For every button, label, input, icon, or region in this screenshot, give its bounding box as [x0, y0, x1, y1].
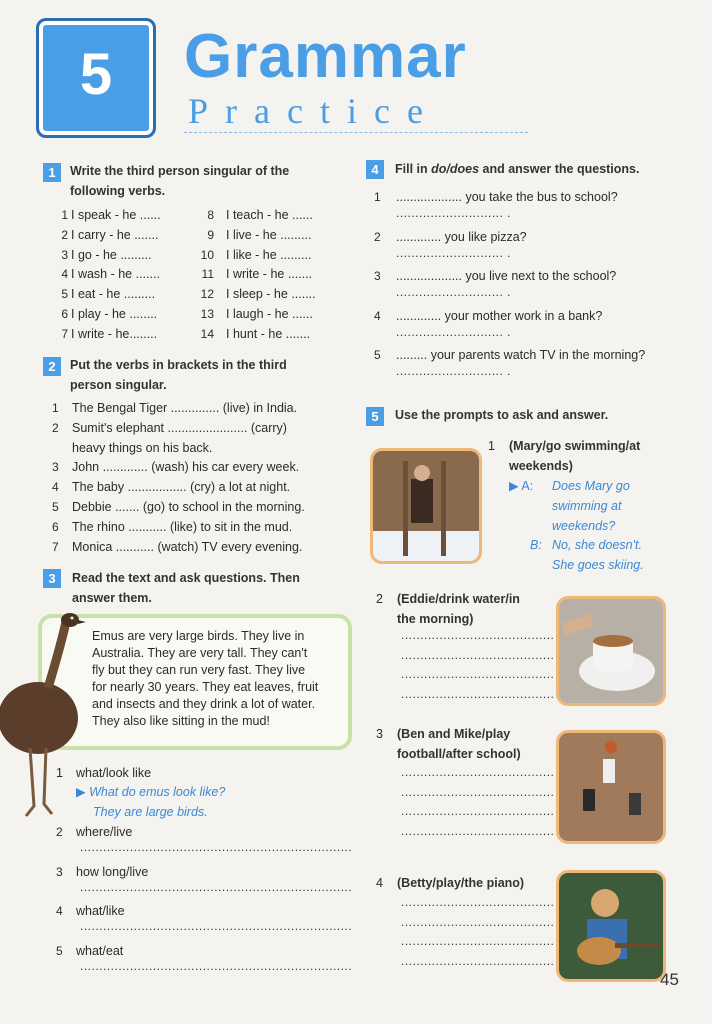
exercise-1-instruction: Write the third person singular of the following verbs. [70, 164, 290, 198]
ex1-item-number: 11 [201, 267, 214, 282]
ex1-item-number: 8 [207, 208, 214, 222]
exercise-1-number: 1 [43, 163, 61, 182]
unit-number: 5 [79, 42, 113, 107]
unit-number-badge [36, 18, 156, 138]
ex4-answer-line: ............................ . [396, 364, 512, 379]
ex1-item-number: 4 [61, 267, 68, 282]
exercise-3-instruction: Read the text and ask questions. Then answer them. [72, 571, 300, 605]
ex5-answer-line: ........................................ [401, 953, 555, 968]
ex1-item-text: I write - he ....... [226, 267, 313, 282]
ex5-item2-prompt: (Eddie/drink water/in the morning) [397, 592, 520, 626]
emu-text: Emus are very large birds. They live in Australia. They are very tall. They can't fly but they can run very fast. They live for nearly 30 years. They eat leaves, fruit and insects and they drink a lot of water. They also like sitting in the mud! [92, 629, 319, 728]
ex1-item-number: 6 [61, 307, 68, 321]
ex5-item3-number: 3 [376, 727, 383, 741]
ex4-item-number: 1 [374, 190, 381, 204]
ex3-item-number: 1 [56, 766, 63, 780]
ex2-item-number: 5 [52, 500, 59, 514]
title-divider [184, 132, 528, 133]
ex4-item-question: ................... you live next to the school? [396, 269, 617, 284]
ex1-item-text: I like - he ......... [226, 247, 312, 262]
ex5-answer-line: ........................................ [401, 765, 555, 779]
photo-football [556, 730, 666, 844]
ex5-answer-line: ........................................ [401, 628, 555, 642]
ex3-item-prompt: how long/live [76, 864, 149, 879]
ex5-item1-question-label: ▶ A: [509, 479, 534, 493]
ex5-answer-line: ........................................ [401, 804, 555, 819]
ex5-item1-prompt: (Mary/go swimming/at weekends) [509, 439, 641, 473]
ex1-item-text: I write - he........ [71, 326, 158, 341]
ex5-item3-prompt: (Ben and Mike/play football/after school) [397, 727, 521, 761]
ex1-item-text: I laugh - he ...... [226, 307, 313, 321]
ex2-item-text: John ............. (wash) his car every week. [72, 460, 300, 475]
ex4-answer-line: ............................ . [396, 324, 512, 339]
ex3-example-answer: They are large birds. [93, 805, 208, 819]
ex1-item-number: 1 [61, 208, 68, 222]
photo-guitar [556, 870, 666, 982]
ex2-item-number: 3 [52, 460, 59, 475]
ex5-answer-line: ........................................ [401, 895, 555, 909]
ex4-item-question: ......... your parents watch TV in the morning? [396, 348, 646, 363]
ex4-item-number: 3 [374, 269, 381, 284]
ex5-item1-question: Does Mary go swimming at weekends? [552, 479, 630, 533]
ex1-item-text: I teach - he ...... [226, 208, 313, 222]
ex2-item-text: Sumit's elephant ....................... (carry) [72, 420, 287, 435]
page-subtitle: Practice [188, 91, 440, 131]
ex5-answer-line: ........................................ [401, 823, 555, 838]
ex4-item-number: 5 [374, 348, 381, 363]
ex1-item-text: I live - he ......... [226, 227, 312, 242]
exercise-3-number: 3 [43, 569, 61, 588]
exercise-4-instruction: Fill in do/does and answer the questions. [395, 162, 640, 176]
ex1-item-number: 14 [200, 326, 214, 341]
skiing-photo-illustration [373, 451, 479, 561]
photo-coffee [556, 596, 666, 706]
ex3-item-prompt: what/like [76, 904, 125, 919]
ex5-item4-prompt: (Betty/play/the piano) [397, 876, 525, 890]
ex1-item-text: I play - he ........ [71, 307, 158, 321]
ex1-item-text: I wash - he ....... [71, 267, 160, 282]
ex3-item-number: 5 [56, 943, 63, 958]
ex4-item-question: ............. you like pizza? [396, 229, 527, 244]
ex2-item-number: 4 [52, 480, 59, 495]
ex2-item-number: 7 [52, 539, 59, 554]
ex1-item-text: I sleep - he ....... [226, 287, 316, 302]
ex2-item-number: 2 [52, 420, 59, 435]
ex5-item1-number: 1 [488, 439, 495, 453]
ex3-item-number: 4 [56, 904, 63, 919]
exercise-4-number: 4 [366, 160, 384, 179]
ex5-answer-line: ........................................ [401, 784, 555, 799]
ex4-answer-line: ............................ . [396, 245, 512, 260]
football-photo-illustration [559, 733, 663, 841]
photo-skiing [370, 448, 482, 564]
ex5-answer-line: ........................................ [401, 934, 555, 949]
ex1-item-number: 10 [200, 247, 214, 262]
ex2-item-text: The Bengal Tiger .............. (live) in India. [72, 401, 298, 415]
ex3-answer-line: ....................................................................... [80, 958, 353, 973]
ex1-item-number: 7 [61, 326, 68, 341]
ex2-item-text: The baby ................. (cry) a lot at night. [72, 480, 291, 495]
guitar-photo-illustration [559, 873, 663, 979]
ex3-item-number: 3 [56, 864, 63, 879]
ex3-item-prompt: what/eat [76, 943, 124, 958]
ex1-item-text: I carry - he ....... [71, 227, 159, 242]
ex1-item-number: 3 [61, 247, 68, 262]
ex4-item-question: ............. your mother work in a bank? [396, 308, 603, 323]
coffee-photo-illustration [559, 599, 663, 703]
ex3-item-prompt: where/live [76, 825, 133, 839]
ex1-item-text: I speak - he ...... [71, 208, 161, 222]
exercise-5-instruction: Use the prompts to ask and answer. [395, 408, 609, 422]
ex5-item2-number: 2 [376, 592, 383, 606]
ex5-answer-line: ........................................ [401, 914, 555, 929]
ex3-answer-line: ....................................................................... [80, 879, 353, 894]
ex1-item-number: 2 [61, 227, 68, 242]
ex5-item1-answer: No, she doesn't. She goes skiing. [552, 538, 644, 572]
ex4-item-number: 4 [374, 308, 381, 323]
ex1-item-text: I eat - he ......... [71, 287, 156, 302]
ex3-item-number: 2 [56, 825, 63, 839]
ex5-item1-answer-label: B: [530, 538, 542, 552]
ex2-item-text: Monica ........... (watch) TV every evening. [72, 539, 303, 554]
ex2-item-number: 6 [52, 519, 59, 534]
ex2-item-number: 1 [52, 401, 59, 415]
ex5-item4-number: 4 [376, 876, 383, 890]
ex5-answer-line: ........................................ [401, 647, 555, 662]
ex1-item-text: I hunt - he ....... [226, 326, 311, 341]
ex4-item-number: 2 [374, 229, 381, 244]
ex3-example-prompt: what/look like [76, 766, 152, 780]
ex3-answer-line: ....................................................................... [80, 840, 353, 854]
ex4-answer-line: ............................ . [396, 285, 512, 300]
ex1-item-text: I go - he ......... [71, 247, 152, 262]
exercise-5-number: 5 [366, 407, 384, 426]
ex5-answer-line: ........................................ [401, 667, 555, 682]
page-title: Grammar [184, 22, 467, 91]
ex3-answer-line: ....................................................................... [80, 919, 353, 934]
ex2-item-text: heavy things on his back. [72, 440, 213, 455]
ex1-item-number: 13 [200, 307, 214, 321]
ex1-item-number: 9 [207, 227, 214, 242]
exercise-2-number: 2 [43, 357, 61, 376]
ex3-example-question: ▶ What do emus look like? [76, 785, 226, 799]
page-number: 45 [660, 970, 679, 989]
ex2-item-text: Debbie ....... (go) to school in the morning. [72, 500, 305, 514]
ex1-item-number: 12 [200, 287, 214, 302]
ex5-answer-line: ........................................ [401, 686, 555, 701]
ex4-answer-line: ............................ . [396, 206, 512, 220]
ex4-item-question: ................... you take the bus to school? [396, 190, 618, 204]
ex1-item-number: 5 [61, 287, 68, 302]
exercise-2-instruction: Put the verbs in brackets in the third person singular. [70, 358, 287, 392]
ex2-item-text: The rhino ........... (like) to sit in the mud. [72, 519, 293, 534]
